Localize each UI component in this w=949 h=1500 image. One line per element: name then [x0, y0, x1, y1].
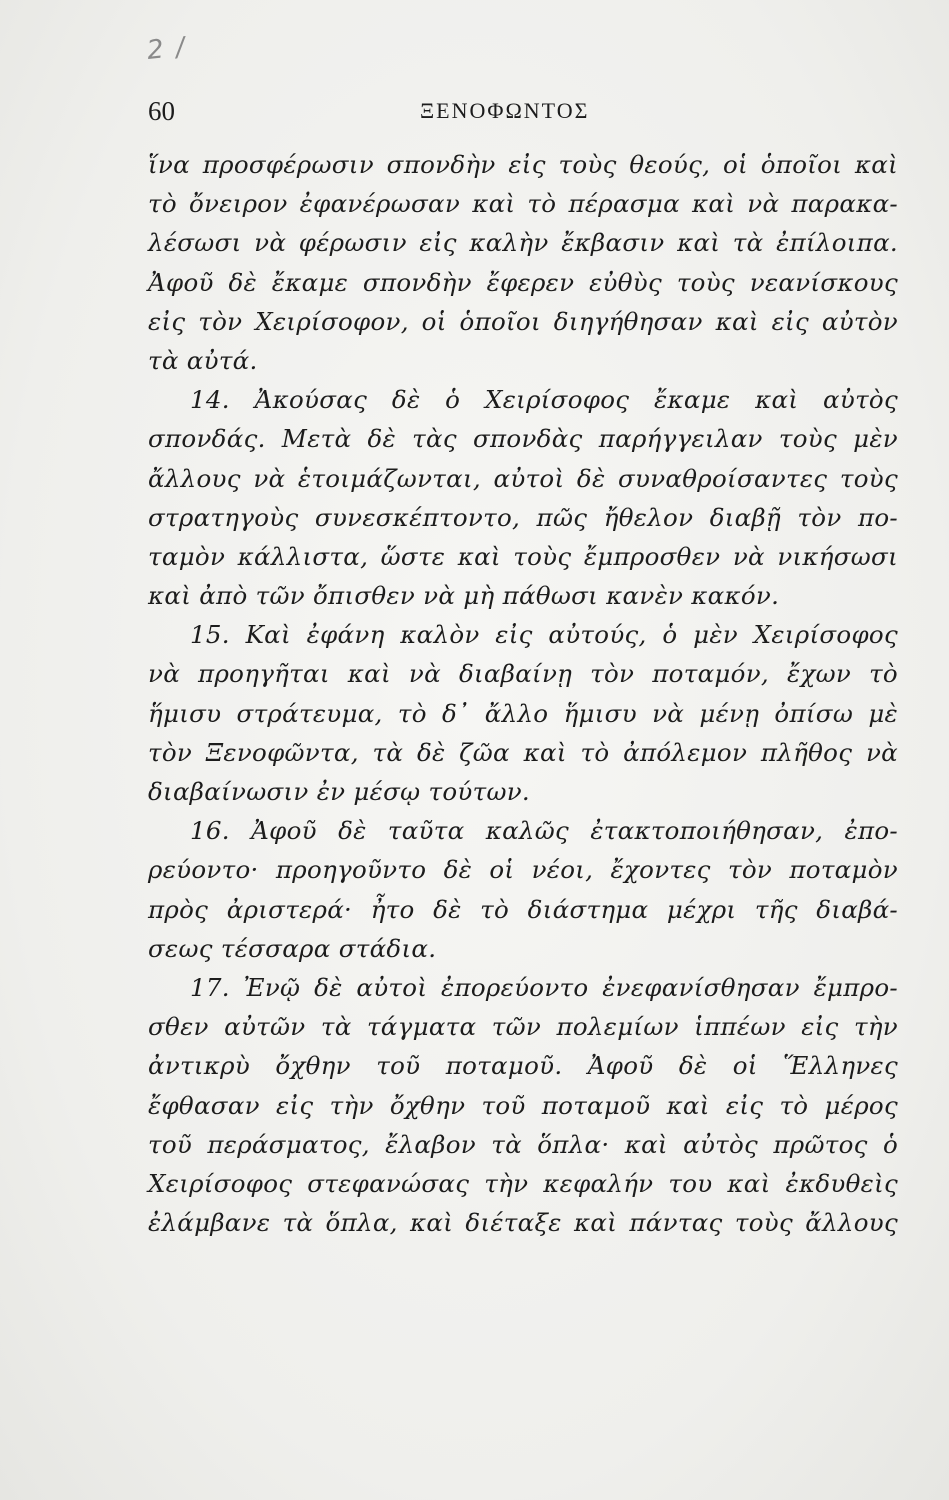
text-line: νὰ προηγῆται καὶ νὰ διαβαίνῃ τὸν ποταμόν, ἔχων τὸ: [148, 659, 898, 689]
paragraph-14-start: 14. Ἀκούσας δὲ ὁ Χειρίσοφος ἔκαμε καὶ αὐτὸς: [190, 385, 898, 415]
paragraph-17-start: 17. Ἐνῷ δὲ αὐτοὶ ἐπορεύοντο ἐνεφανίσθησαν ἔμπρο-: [190, 972, 898, 1002]
text-line: τοῦ περάσματος, ἔλαβον τὰ ὅπλα· καὶ αὐτὸς πρῶτος ὁ: [148, 1129, 898, 1159]
text-line: στρατηγοὺς συνεσκέπτοντο, πῶς ἤθελον διαβῇ τὸν πο-: [148, 502, 898, 532]
text-line: ἀντικρὺ ὄχθην τοῦ ποταμοῦ. Ἀφοῦ δὲ οἱ Ἕλληνες: [148, 1051, 898, 1081]
margin-pencil-mark: 2 /: [145, 32, 189, 66]
running-title: ΞΕΝΟΦΩΝΤΟΣ: [420, 98, 590, 123]
text-line: ἄλλους νὰ ἑτοιμάζωνται, αὐτοὶ δὲ συναθροίσαντες τοὺς: [148, 463, 898, 493]
text-line: ταμὸν κάλλιστα, ὥστε καὶ τοὺς ἔμπροσθεν νὰ νικήσωσι: [148, 541, 898, 571]
text-line: ἔφθασαν εἰς τὴν ὄχθην τοῦ ποταμοῦ καὶ εἰς τὸ μέρος: [148, 1090, 898, 1120]
text-line: ἥμισυ στράτευμα, τὸ δ᾽ ἄλλο ἥμισυ νὰ μένῃ ὀπίσω μὲ: [148, 698, 898, 728]
text-line: ἐλάμβανε τὰ ὅπλα, καὶ διέταξε καὶ πάντας τοὺς ἄλλους: [148, 1208, 898, 1238]
text-line: εἰς τὸν Χειρίσοφον, οἱ ὁποῖοι διηγήθησαν καὶ εἰς αὐτὸν: [148, 306, 898, 336]
text-line: Ἀφοῦ δὲ ἔκαμε σπονδὴν ἔφερεν εὐθὺς τοὺς νεανίσκους: [148, 267, 898, 297]
text-line: διαβαίνωσιν ἐν μέσῳ τούτων.: [148, 777, 530, 806]
page-header: [148, 96, 888, 136]
text-line: ἵνα προσφέρωσιν σπονδὴν εἰς τοὺς θεούς, οἱ ὁποῖοι καὶ: [148, 150, 898, 179]
text-line: Χειρίσοφος στεφανώσας τὴν κεφαλήν του καὶ ἐκδυθεὶς: [148, 1168, 898, 1198]
text-line: πρὸς ἀριστερά· ἦτο δὲ τὸ διάστημα μέχρι τῆς διαβά-: [148, 894, 898, 924]
text-line: τὸν Ξενοφῶντα, τὰ δὲ ζῶα καὶ τὸ ἀπόλεμον πλῆθος νὰ: [148, 737, 898, 767]
body-text: [148, 145, 898, 1242]
paragraph-16-start: 16. Ἀφοῦ δὲ ταῦτα καλῶς ἐτακτοποιήθησαν, ἐπο-: [190, 816, 898, 846]
text-line: καὶ ἀπὸ τῶν ὄπισθεν νὰ μὴ πάθωσι κανὲν κακόν.: [148, 581, 780, 611]
text-line: σθεν αὐτῶν τὰ τάγματα τῶν πολεμίων ἱππέων εἰς τὴν: [148, 1012, 898, 1042]
text-line: τὰ αὐτά.: [148, 345, 258, 375]
text-line: τὸ ὄνειρον ἐφανέρωσαν καὶ τὸ πέρασμα καὶ νὰ παρακα-: [148, 189, 898, 219]
text-line: σπονδάς. Μετὰ δὲ τὰς σπονδὰς παρήγγειλαν τοὺς μὲν: [148, 424, 898, 454]
text-line: λέσωσι νὰ φέρωσιν εἰς καλὴν ἔκβασιν καὶ τὰ ἐπίλοιπα.: [148, 228, 898, 258]
text-line: ρεύοντο· προηγοῦντο δὲ οἱ νέοι, ἔχοντες τὸν ποταμὸν: [148, 855, 898, 885]
text-line: σεως τέσσαρα στάδια.: [148, 933, 437, 963]
paragraph-15-start: 15. Καὶ ἐφάνη καλὸν εἰς αὐτούς, ὁ μὲν Χειρίσοφος: [190, 620, 898, 650]
page-number: 60: [148, 96, 175, 126]
